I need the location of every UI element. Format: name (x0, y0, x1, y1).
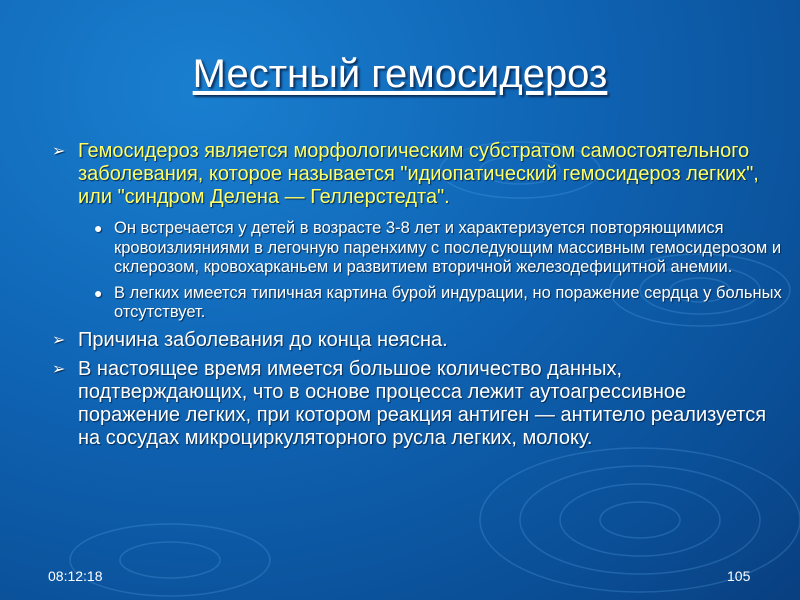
arrow-bullet-icon: ➢ (52, 143, 66, 160)
bullet-item-3 (52, 357, 791, 450)
bullet-list (52, 140, 791, 456)
bullet-text-1: Гемосидероз является морфологическим субстратом самостоятельного заболевания, которое называется "идиопатический гемосидероз легких", или "синдром Делена — Геллерстедта". (78, 140, 759, 208)
bullet-item-1 (52, 140, 791, 323)
page-number: 105 (727, 568, 751, 584)
bullet-item-2 (52, 328, 791, 352)
slide-title: Местный гемосидероз (192, 52, 608, 96)
dot-bullet-icon: ● (94, 220, 103, 236)
sub-bullet-item-1 (90, 219, 791, 278)
bullet-text-3: В настоящее время имеется большое количество данных, подтверждающих, что в основе процесса лежит аутоагрессивное поражение легких, при котором реакция антиген — антитело реализуется на сосудах микроциркуляторного русла легких, молоку. (78, 357, 767, 449)
sub-bullet-list (90, 219, 791, 323)
dot-bullet-icon: ● (94, 284, 103, 301)
arrow-bullet-icon: ➢ (52, 360, 66, 378)
sub-bullet-text-1: Он встречается у детей в возрасте 3-8 лет и характеризуется повторяющимися кровоизлияниями в легочную паренхиму с последующим массивным гемосидерозом и склерозом, кровохарканьем и развитием вторичной железодефицитной анемии. (114, 219, 782, 276)
sub-bullet-item-2 (90, 284, 791, 323)
sub-bullet-text-2: В легких имеется типичная картина бурой индурации, но поражение сердца у больных отсутствует. (114, 283, 782, 321)
bullet-text-2: Причина заболевания до конца неясна. (78, 328, 448, 351)
arrow-bullet-icon: ➢ (52, 331, 66, 349)
footer-time: 08:12:18 (48, 568, 103, 584)
